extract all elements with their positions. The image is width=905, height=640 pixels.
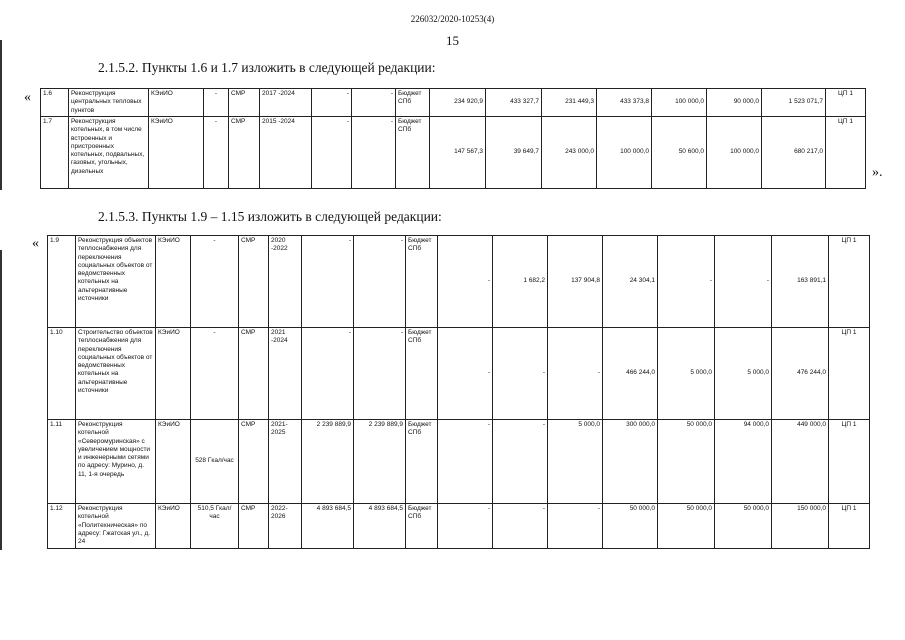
row-source: Бюджет СПб: [406, 504, 438, 549]
row-name: Реконструкция котельной «Политехническая» по адресу: Гжатская ул., д. 24: [76, 504, 156, 549]
row-source: Бюджет СПб: [396, 89, 430, 117]
row-number: 1.9: [48, 236, 76, 328]
row-value: 5 000,0: [658, 328, 715, 420]
row-type: СМР: [239, 420, 269, 504]
row-source: Бюджет СПб: [396, 117, 430, 189]
row-value: 433 327,7: [486, 89, 542, 117]
row-program: ЦП 1: [829, 504, 870, 549]
row-value: 300 000,0: [603, 420, 658, 504]
row-value: -: [438, 420, 493, 504]
row-number: 1.10: [48, 328, 76, 420]
row-source: Бюджет СПб: [406, 420, 438, 504]
row-limit: -: [354, 328, 406, 420]
scan-edge-line: [0, 40, 2, 190]
row-total: 680 217,0: [762, 117, 826, 189]
row-value: -: [438, 328, 493, 420]
row-type: СМР: [229, 117, 260, 189]
row-value: 243 000,0: [542, 117, 597, 189]
row-name: Реконструкция котельной «Северомуринская» с увеличением мощности и инженерными сетями по адресу: Мурино, д. 11, 1-я очередь: [76, 420, 156, 504]
row-period: 2015 -2024: [260, 117, 312, 189]
row-value: -: [548, 328, 603, 420]
row-value: 433 373,8: [597, 89, 652, 117]
row-value: 50 000,0: [715, 504, 772, 549]
document-number: 226032/2020-10253(4): [410, 14, 495, 24]
row-name: Реконструкция котельных, в том числе встроенных и пристроенных котельных, подвальных, газовых, угольных, дизельных: [69, 117, 149, 189]
row-power: 528 Гкал/час: [191, 420, 239, 504]
row-program: ЦП 1: [826, 89, 866, 117]
row-limit: 4 893 684,5: [354, 504, 406, 549]
row-value: 50 000,0: [658, 504, 715, 549]
row-org: КЭиИО: [156, 236, 191, 328]
row-type: СМР: [229, 89, 260, 117]
row-period: 2017 -2024: [260, 89, 312, 117]
row-value: -: [715, 236, 772, 328]
row-cost: -: [302, 328, 354, 420]
row-period: 2021 -2024: [269, 328, 302, 420]
row-power: 510,5 Гкал/час: [191, 504, 239, 549]
row-total: 1 523 071,7: [762, 89, 826, 117]
row-value: 50 000,0: [603, 504, 658, 549]
table-section-2: [47, 235, 870, 549]
row-program: ЦП 1: [826, 117, 866, 189]
section-heading-2: 2.1.5.3. Пункты 1.9 – 1.15 изложить в следующей редакции:: [98, 209, 442, 224]
row-power: -: [204, 89, 229, 117]
row-org: КЭиИО: [156, 504, 191, 549]
row-org: КЭиИО: [156, 420, 191, 504]
row-value: 147 567,3: [430, 117, 486, 189]
row-value: 5 000,0: [548, 420, 603, 504]
row-number: 1.7: [41, 117, 69, 189]
open-quote-1: «: [24, 90, 31, 105]
row-program: ЦП 1: [829, 420, 870, 504]
row-source: Бюджет СПб: [406, 328, 438, 420]
row-power: -: [204, 117, 229, 189]
page-number: 15: [446, 33, 459, 48]
row-cost: -: [312, 89, 352, 117]
row-value: 137 904,8: [548, 236, 603, 328]
row-value: -: [493, 420, 548, 504]
row-value: 90 000,0: [707, 89, 762, 117]
row-value: 39 649,7: [486, 117, 542, 189]
row-value: -: [493, 328, 548, 420]
row-value: 231 449,3: [542, 89, 597, 117]
table-row: [48, 504, 870, 549]
table-row: [48, 328, 870, 420]
open-quote-2: «: [32, 236, 39, 251]
row-value: 1 682,2: [493, 236, 548, 328]
row-program: ЦП 1: [829, 236, 870, 328]
row-value: -: [438, 504, 493, 549]
row-value: 5 000,0: [715, 328, 772, 420]
row-power: -: [191, 236, 239, 328]
row-value: -: [548, 504, 603, 549]
row-name: Реконструкция центральных тепловых пунктов: [69, 89, 149, 117]
scan-edge-line: [0, 250, 2, 550]
table-row: [41, 89, 866, 117]
row-value: 50 000,0: [658, 420, 715, 504]
row-total: 163 891,1: [772, 236, 829, 328]
row-limit: -: [352, 89, 396, 117]
row-program: ЦП 1: [829, 328, 870, 420]
row-cost: -: [312, 117, 352, 189]
row-cost: 2 239 889,9: [302, 420, 354, 504]
row-type: СМР: [239, 328, 269, 420]
row-power: -: [191, 328, 239, 420]
row-number: 1.6: [41, 89, 69, 117]
row-limit: -: [352, 117, 396, 189]
row-cost: -: [302, 236, 354, 328]
row-value: 24 304,1: [603, 236, 658, 328]
row-value: 466 244,0: [603, 328, 658, 420]
table-row: [41, 117, 866, 189]
row-limit: 2 239 889,9: [354, 420, 406, 504]
row-value: -: [438, 236, 493, 328]
table-row: [48, 420, 870, 504]
row-number: 1.11: [48, 420, 76, 504]
row-value: 234 920,9: [430, 89, 486, 117]
row-value: -: [658, 236, 715, 328]
row-value: 50 600,0: [652, 117, 707, 189]
row-name: Реконструкция объектов теплоснабжения для переключения социальных объектов от ведомственных котельных на альтернативные источники: [76, 236, 156, 328]
row-type: СМР: [239, 236, 269, 328]
table-row: [48, 236, 870, 328]
row-cost: 4 893 684,5: [302, 504, 354, 549]
row-source: Бюджет СПб: [406, 236, 438, 328]
row-period: 2020 -2022: [269, 236, 302, 328]
row-total: 150 000,0: [772, 504, 829, 549]
row-org: КЭиИО: [149, 89, 204, 117]
row-org: КЭиИО: [149, 117, 204, 189]
row-value: 100 000,0: [597, 117, 652, 189]
row-type: СМР: [239, 504, 269, 549]
row-value: 94 000,0: [715, 420, 772, 504]
row-org: КЭиИО: [156, 328, 191, 420]
row-total: 449 000,0: [772, 420, 829, 504]
row-limit: -: [354, 236, 406, 328]
row-value: 100 000,0: [707, 117, 762, 189]
row-number: 1.12: [48, 504, 76, 549]
close-quote-1: ».: [872, 165, 883, 180]
table-section-1: [40, 88, 866, 189]
section-heading-1: 2.1.5.2. Пункты 1.6 и 1.7 изложить в следующей редакции:: [98, 60, 436, 75]
row-name: Строительство объектов теплоснабжения для переключения социальных объектов от ведомственных котельных на альтернативные источники: [76, 328, 156, 420]
row-value: 100 000,0: [652, 89, 707, 117]
row-period: 2022-2026: [269, 504, 302, 549]
row-total: 476 244,0: [772, 328, 829, 420]
row-value: -: [493, 504, 548, 549]
row-period: 2021-2025: [269, 420, 302, 504]
